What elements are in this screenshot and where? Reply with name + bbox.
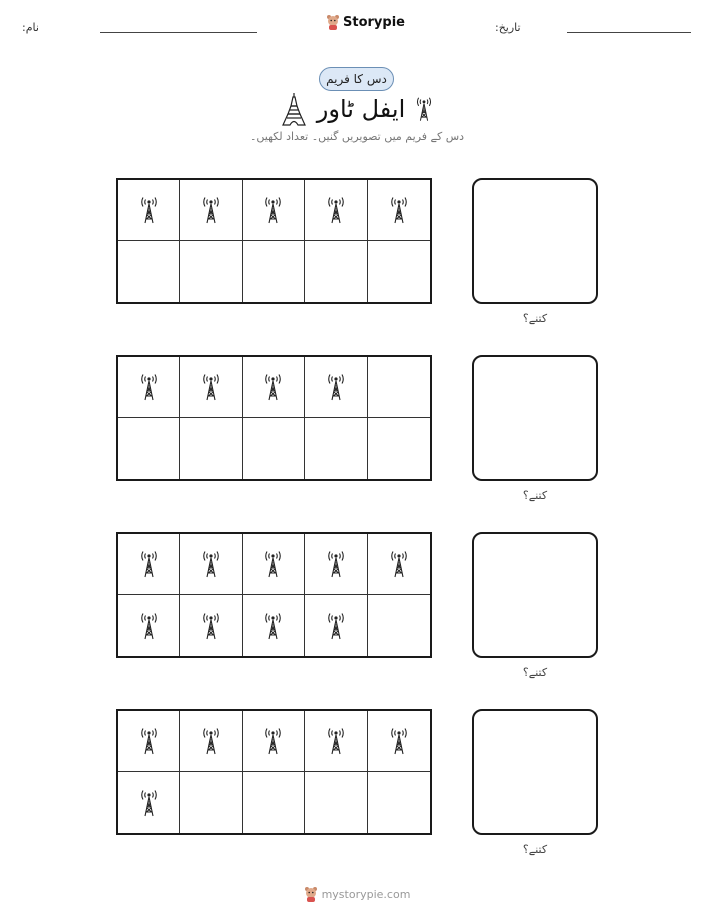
ten-frame-cell — [180, 241, 242, 302]
ten-frame-cell — [118, 241, 180, 302]
ten-frame-cell — [305, 595, 367, 656]
answer-box[interactable] — [472, 532, 598, 658]
ten-frame-cell — [180, 357, 242, 418]
radio-tower-icon — [389, 543, 409, 585]
ten-frame-cell — [305, 357, 367, 418]
radio-tower-icon — [201, 543, 221, 585]
ten-frame-cell — [305, 534, 367, 595]
radio-tower-icon — [415, 92, 433, 126]
radio-tower-icon — [389, 189, 409, 231]
radio-tower-icon — [263, 543, 283, 585]
radio-tower-icon — [263, 366, 283, 408]
ten-frame-cell — [243, 241, 305, 302]
radio-tower-icon — [139, 782, 159, 824]
ten-frame-cell — [368, 772, 430, 833]
radio-tower-icon — [201, 366, 221, 408]
date-label: تاریخ: — [495, 21, 521, 34]
ten-frame-cell — [243, 595, 305, 656]
radio-tower-icon — [139, 720, 159, 762]
radio-tower-icon — [263, 605, 283, 647]
how-many-label: کتنے؟ — [522, 666, 548, 679]
ten-frame-cell — [243, 357, 305, 418]
bear-logo-icon — [304, 886, 318, 902]
ten-frame-cell — [118, 357, 180, 418]
how-many-label: کتنے؟ — [522, 312, 548, 325]
ten-frame — [116, 178, 432, 304]
date-line — [567, 32, 691, 33]
ten-frame-cell — [368, 534, 430, 595]
footer — [0, 886, 714, 902]
radio-tower-icon — [326, 189, 346, 231]
ten-frame-cell — [368, 711, 430, 772]
radio-tower-icon — [139, 543, 159, 585]
brand-name: Storypie — [343, 14, 405, 30]
radio-tower-icon — [139, 605, 159, 647]
ten-frame-cell — [180, 418, 242, 479]
radio-tower-icon — [326, 366, 346, 408]
radio-tower-icon — [201, 605, 221, 647]
ten-frame — [116, 355, 432, 481]
how-many-label: کتنے؟ — [522, 489, 548, 502]
ten-frame-cell — [368, 357, 430, 418]
radio-tower-icon — [263, 189, 283, 231]
title-row — [0, 92, 714, 126]
ten-frame-cell — [368, 418, 430, 479]
ten-frame-cell — [118, 534, 180, 595]
footer-site: mystorypie.com — [321, 887, 411, 901]
answer-box[interactable] — [472, 709, 598, 835]
ten-frame-cell — [243, 772, 305, 833]
ten-frame-cell — [118, 595, 180, 656]
ten-frame-cell — [118, 418, 180, 479]
ten-frame-cell — [180, 772, 242, 833]
radio-tower-icon — [201, 720, 221, 762]
ten-frame-cell — [305, 241, 367, 302]
name-label: نام: — [22, 21, 39, 34]
ten-frame-cell — [180, 534, 242, 595]
ten-frame-cell — [118, 772, 180, 833]
ten-frame-cell — [243, 534, 305, 595]
ten-frame-cell — [243, 711, 305, 772]
brand-logo — [326, 14, 405, 30]
radio-tower-icon — [326, 605, 346, 647]
answer-box[interactable] — [472, 178, 598, 304]
ten-frame — [116, 709, 432, 835]
ten-frame-cell — [368, 241, 430, 302]
ten-frame-cell — [180, 711, 242, 772]
radio-tower-icon — [326, 720, 346, 762]
eiffel-tower-icon — [281, 92, 307, 126]
ten-frame-cell — [305, 772, 367, 833]
ten-frame-cell — [118, 711, 180, 772]
ten-frame — [116, 532, 432, 658]
ten-frame-cell — [180, 180, 242, 241]
radio-tower-icon — [201, 189, 221, 231]
ten-frame-cell — [180, 595, 242, 656]
radio-tower-icon — [389, 720, 409, 762]
radio-tower-icon — [326, 543, 346, 585]
ten-frame-cell — [368, 180, 430, 241]
ten-frame-cell — [305, 711, 367, 772]
ten-frame-cell — [243, 180, 305, 241]
how-many-label: کتنے؟ — [522, 843, 548, 856]
ten-frame-cell — [305, 418, 367, 479]
radio-tower-icon — [139, 189, 159, 231]
ten-frame-cell — [118, 180, 180, 241]
ten-frame-cell — [368, 595, 430, 656]
instructions: دس کے فریم میں تصویریں گنیں۔ تعداد لکھیں۔ — [249, 130, 465, 143]
answer-box[interactable] — [472, 355, 598, 481]
worksheet-badge: دس کا فریم — [319, 67, 394, 91]
radio-tower-icon — [139, 366, 159, 408]
radio-tower-icon — [263, 720, 283, 762]
ten-frame-cell — [243, 418, 305, 479]
name-line — [100, 32, 257, 33]
ten-frame-cell — [305, 180, 367, 241]
bear-logo-icon — [326, 14, 340, 30]
page-title: ایفل ٹاور — [316, 95, 406, 123]
